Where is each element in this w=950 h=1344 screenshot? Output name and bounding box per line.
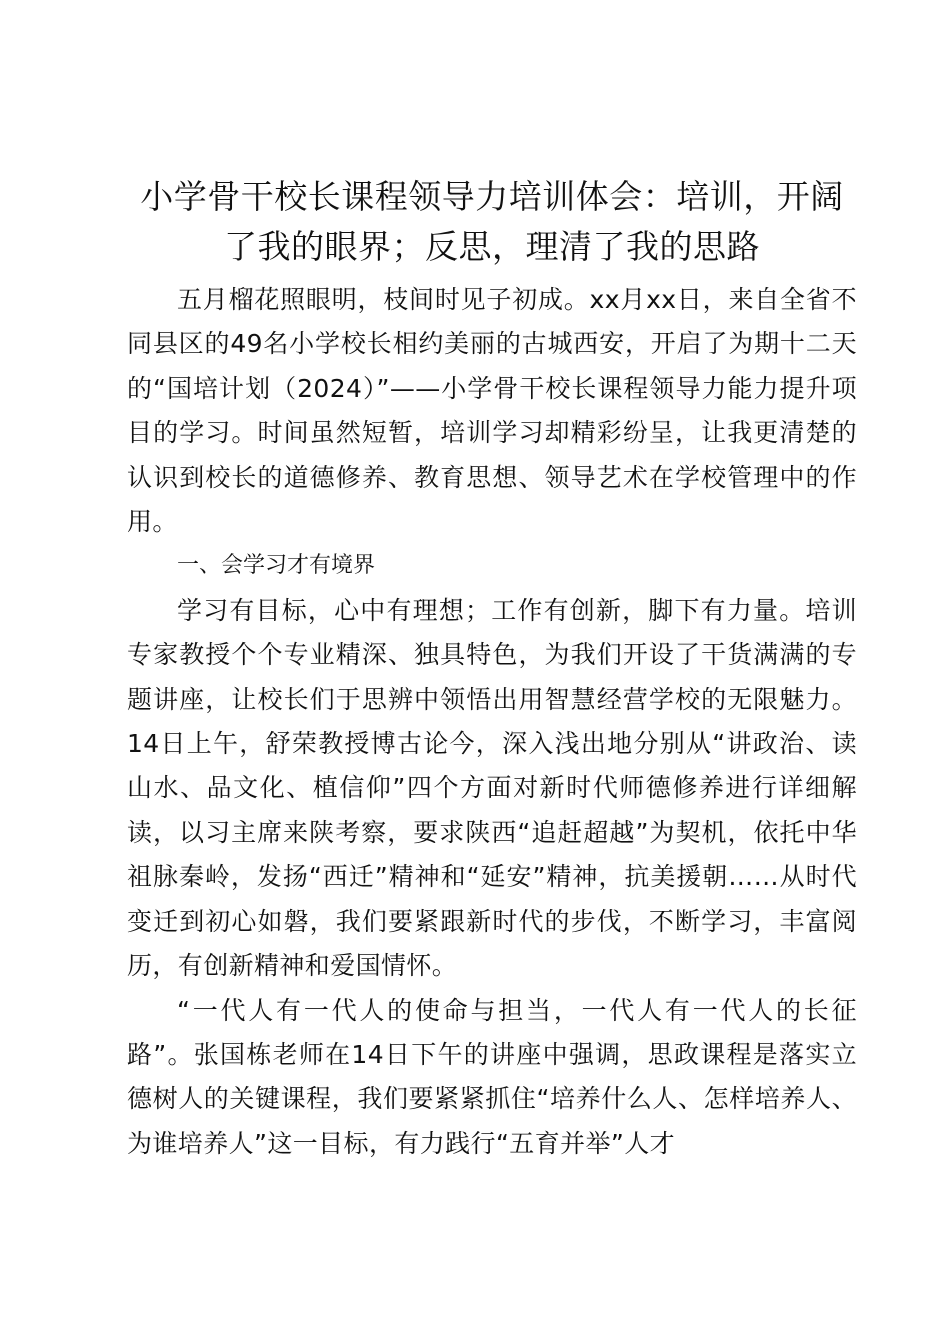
document-body: [127, 172, 857, 1166]
paragraph-learning: 学习有目标，心中有理想；工作有创新，脚下有力量。培训专家教授个个专业精深、独具特色，为我们开设了干货满满的专题讲座，让校长们于思辨中领悟出用智慧经营学校的无限魅力。14日上午，舒荣教授博古论今，深入浅出地分别从“讲政治、读山水、品文化、植信仰”四个方面对新时代师德修养进行详细解读，以习主席来陕考察，要求陕西“追赶超越”为契机，依托中华祖脉秦岭，发扬“西迁”精神和“延安”精神，抗美援朝……从时代变迁到初心如磐，我们要紧跟新时代的步伐，不断学习，丰富阅历，有创新精神和爱国情怀。: [127, 595, 857, 981]
paragraph-intro: 五月榴花照眼明，枝间时见子初成。xx月xx日，来自全省不同县区的49名小学校长相约美丽的古城西安，开启了为期十二天的“国培计划（2024）”——小学骨干校长课程领导力能力提升项目的学习。时间虽然短暂，培训学习却精彩纷呈，让我更清楚的认识到校长的道德修养、教育思想、领导艺术在学校管理中的作用。: [127, 285, 857, 537]
paragraph-mission: “一代人有一代人的使命与担当，一代人有一代人的长征路”。张国栋老师在14日下午的讲座中强调，思政课程是落实立德树人的关键课程，我们要紧紧抓住“培养什么人、怎样培养人、为谁培养人”这一目标，有力践行“五育并举”人才: [127, 995, 857, 1158]
section-heading-1: 一、会学习才有境界: [177, 553, 376, 579]
document-title: 小学骨干校长课程领导力培训体会：培训，开阔了我的眼界；反思，理清了我的思路: [140, 177, 844, 266]
